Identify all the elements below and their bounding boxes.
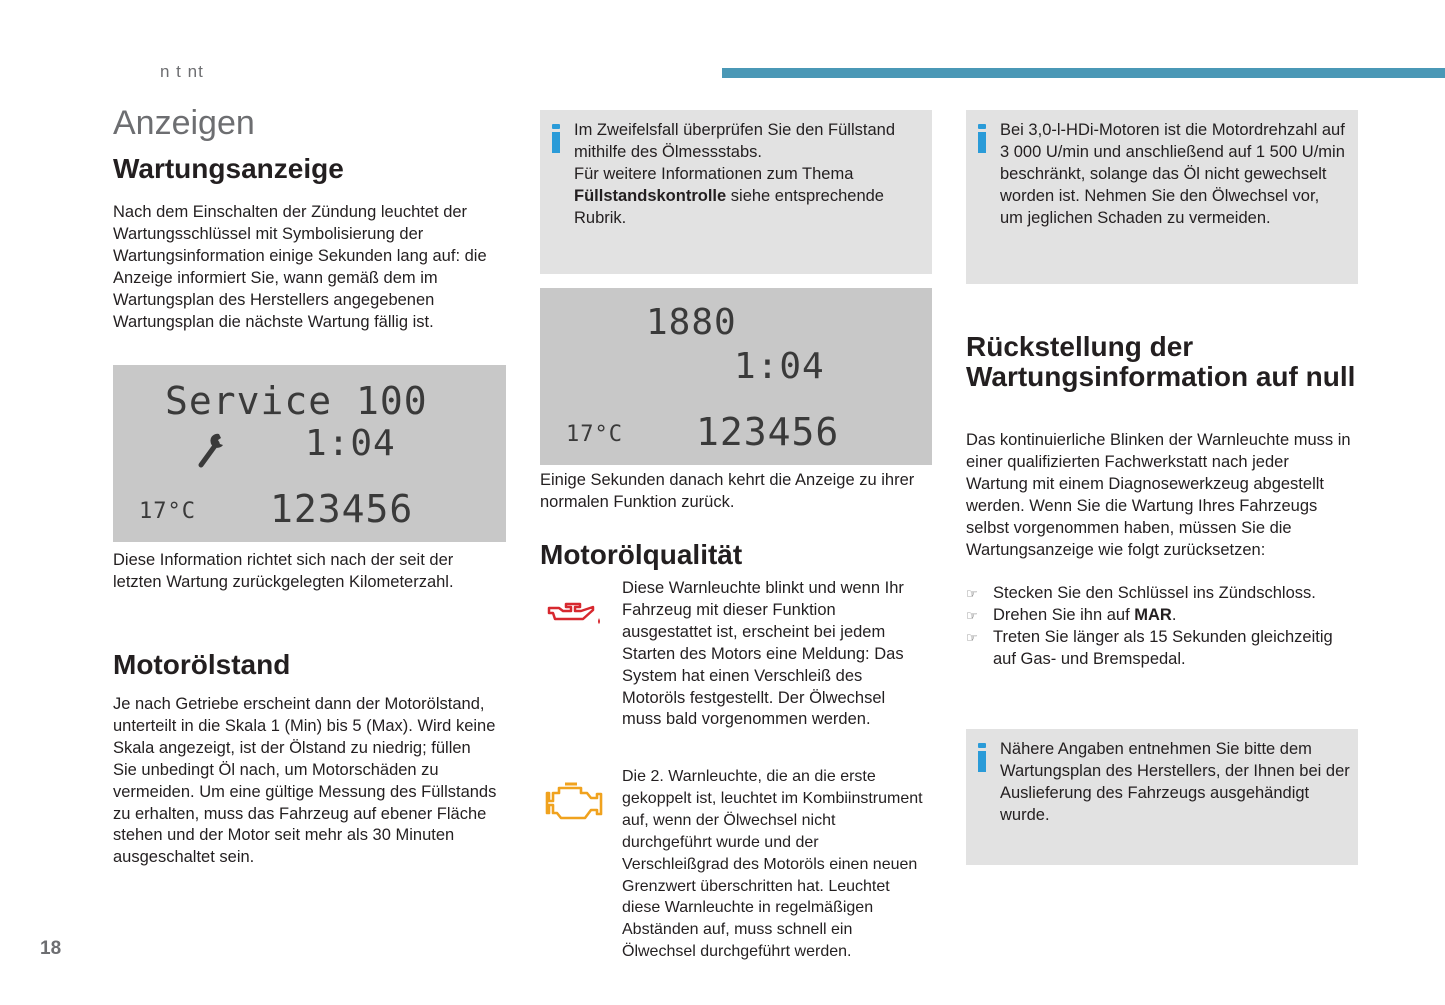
running-header: n t nt: [160, 62, 204, 81]
pointing-hand-icon: ☞: [966, 586, 978, 601]
lcd2-odometer: 123456: [696, 410, 840, 454]
oil-can-icon: [547, 600, 603, 628]
section-title: Anzeigen: [113, 104, 255, 142]
info-icon: [978, 124, 986, 153]
oil-quality-paragraph: Diese Warnleuchte blinkt und wenn Ihr Fahrzeug mit dieser Funktion ausgestattet ist, erscheint bei jedem Starten des Motors eine Meldung: Das System hat einen Verschleiß des Motoröls festgestellt. Der Ölwechsel muss bald vorgenommen werden.: [622, 579, 904, 729]
wrench-icon: [193, 431, 227, 471]
list-item: ☞ Stecken Sie den Schlüssel ins Zündschloss.: [966, 583, 1351, 605]
info-maintenance-text: Nähere Angaben entnehmen Sie bitte dem Wartungsplan des Herstellers, der Ihnen bei der Auslieferung des Fahrzeugs ausgehändigt wurde.: [1000, 740, 1350, 824]
service-lcd-display: [113, 365, 506, 542]
lcd-time: 1:04: [305, 423, 396, 464]
info-dipstick-post: siehe entsprechende Rubrik.: [574, 186, 884, 227]
after-lcd2-paragraph: Einige Sekunden danach kehrt die Anzeige zu ihrer normalen Funktion zurück.: [540, 471, 915, 511]
lcd-service-line: Service 100: [165, 379, 428, 423]
info-dipstick-bold: Füllstandskontrolle: [574, 186, 727, 205]
lcd2-temperature: 17°C: [566, 422, 623, 447]
info-dipstick-line1: Im Zweifelsfall überprüfen Sie den Füllstand mithilfe des Ölmessstabs.: [574, 121, 895, 161]
after-lcd-paragraph: Diese Information richtet sich nach der seit der letzten Wartung zurückgelegten Kilometerzahl.: [113, 551, 454, 591]
engine-warning-paragraph: Die 2. Warnleuchte, die an die erste gekoppelt ist, leuchtet im Kombiinstrument auf, wenn der Ölwechsel nicht durchgeführt wurde und der Verschleißgrad des Motoröls einen neuen Grenzwert überschritten hat. Leuchtet diese Warnleuchte in regelmäßigen Abständen auf, muss schnell ein Ölwechsel durchgeführt werden.: [622, 768, 923, 961]
info-hdi-text: Bei 3,0-l-HDi-Motoren ist die Motordrehzahl auf 3 000 U/min und anschließend auf 1 500 U/min beschränkt, solange das Öl nicht gewechselt worden ist. Nehmen Sie den Ölwechsel vor, um jeglichen Schaden zu vermeiden.: [1000, 121, 1345, 227]
info-dipstick-pre: Für weitere Informationen zum Thema: [574, 164, 854, 183]
pointing-hand-icon: ☞: [966, 607, 978, 623]
info-box-maintenance-plan: [966, 729, 1358, 865]
lcd-temperature: 17°C: [139, 499, 196, 524]
info-box-hdi: [966, 110, 1358, 284]
engine-warning-icon: [545, 780, 605, 824]
info-icon: [978, 743, 986, 772]
heading-motoroelqualitaet: Motorölqualität: [540, 539, 743, 570]
header-accent-bar: [722, 68, 1445, 78]
reset-steps-list: [966, 583, 1351, 671]
service-paragraph: Nach dem Einschalten der Zündung leuchtet der Wartungsschlüssel mit Symbolisierung der Wartungsinformation einige Sekunden lang auf: die Anzeige informiert Sie, wann gemäß dem im Wartungsplan des Herstellers angegebenen Wartungsplan die nächste Wartung fällig ist.: [113, 203, 487, 331]
heading-rueckstellung: Rückstellung der Wartungsinformation auf null: [966, 331, 1356, 392]
pointing-hand-icon: ☞: [966, 629, 978, 645]
heading-wartungsanzeige: Wartungsanzeige: [113, 153, 344, 184]
normal-lcd-display: [540, 288, 932, 465]
lcd2-time: 1:04: [734, 346, 825, 387]
page-number: 18: [40, 938, 62, 959]
lcd-odometer: 123456: [270, 487, 414, 531]
lcd2-top-line: 1880: [646, 302, 737, 343]
list-item: ☞ Treten Sie länger als 15 Sekunden gleichzeitig auf Gas- und Bremspedal.: [966, 627, 1333, 668]
info-box-dipstick: [540, 110, 932, 274]
oil-level-paragraph: Je nach Getriebe erscheint dann der Motorölstand, unterteilt in die Skala 1 (Min) bis 5 (Max). Wird keine Skala angezeigt, ist der Ölstand zu niedrig; füllen Sie unbedingt Öl nach, um Motorschäden zu vermeiden. Um eine gültige Messung des Füllstands zu erhalten, muss das Fahrzeug auf ebener Fläche stehen und der Motor seit mehr als 30 Minuten ausgeschaltet sein.: [113, 695, 497, 867]
reset-paragraph: Das kontinuierliche Blinken der Warnleuchte muss in einer qualifizierten Fachwerkstatt nach jeder Wartung mit einem Diagnosewerkzeug abgestellt werden. Wenn Sie die Wartung Ihres Fahrzeugs selbst vorgenommen haben, müssen Sie die Wartungsanzeige wie folgt zurücksetzen:: [966, 431, 1351, 559]
info-icon: [552, 124, 560, 153]
list-item: ☞ Drehen Sie ihn auf MAR.: [966, 605, 1351, 627]
heading-motoroelstand: Motorölstand: [113, 649, 291, 680]
